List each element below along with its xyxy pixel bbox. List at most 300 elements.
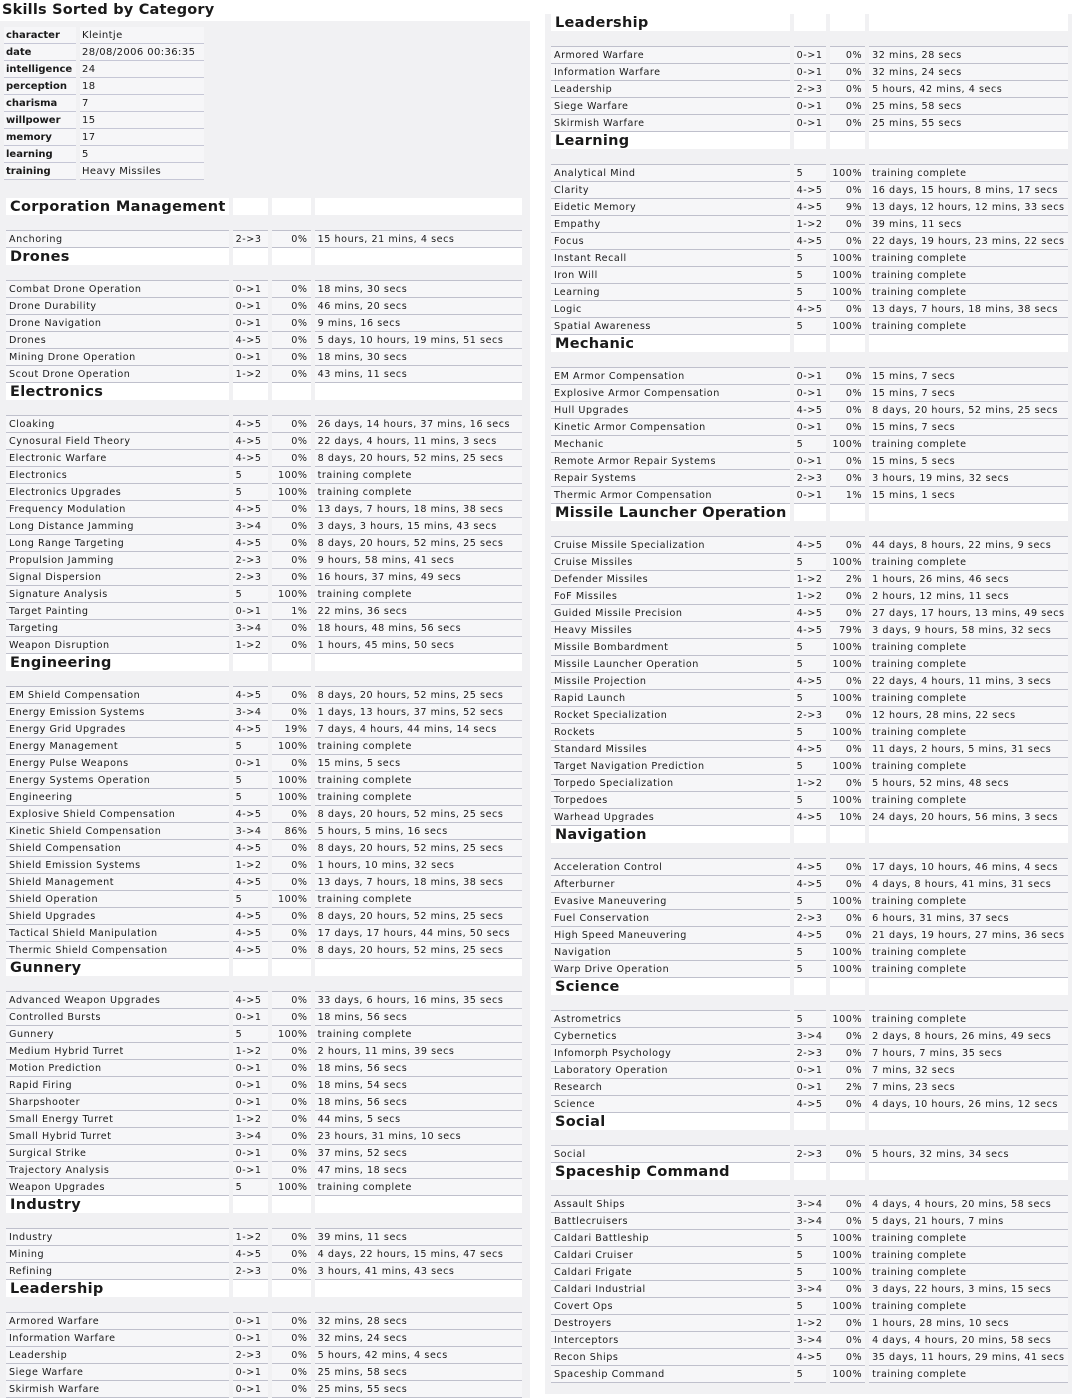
skill-time-remaining: 15 mins, 7 secs bbox=[869, 385, 1067, 402]
skill-level: 4->5 bbox=[794, 301, 826, 318]
category-title: Social bbox=[551, 1113, 790, 1130]
skill-level: 4->5 bbox=[794, 182, 826, 199]
skill-name: Tactical Shield Manipulation bbox=[6, 925, 229, 942]
skill-row bbox=[6, 450, 522, 467]
skill-time-remaining: 3 days, 9 hours, 58 mins, 32 secs bbox=[869, 622, 1067, 639]
skill-level: 0->1 bbox=[233, 603, 268, 620]
skill-name: Battlecruisers bbox=[551, 1213, 790, 1230]
skill-time-remaining: 5 hours, 42 mins, 4 secs bbox=[869, 81, 1067, 98]
skill-name: Astrometrics bbox=[551, 1011, 790, 1028]
skill-level: 4->5 bbox=[794, 809, 826, 826]
category-spacer bbox=[551, 1130, 1068, 1146]
category-header bbox=[551, 504, 1068, 521]
skill-level: 4->5 bbox=[233, 908, 268, 925]
category-header-blank bbox=[315, 383, 522, 400]
skill-level: 0->1 bbox=[794, 419, 826, 436]
skill-progress: 0% bbox=[272, 908, 311, 925]
skill-level: 4->5 bbox=[794, 537, 826, 554]
skill-name: Eidetic Memory bbox=[551, 199, 790, 216]
skill-time-remaining: training complete bbox=[315, 586, 522, 603]
skill-name: Clarity bbox=[551, 182, 790, 199]
info-row bbox=[4, 27, 204, 44]
skill-row bbox=[551, 402, 1068, 419]
info-value: 5 bbox=[80, 146, 204, 163]
skill-progress: 0% bbox=[272, 569, 311, 586]
skill-progress: 0% bbox=[830, 876, 866, 893]
skill-level: 4->5 bbox=[794, 673, 826, 690]
category-header-blank bbox=[869, 504, 1067, 521]
skill-level: 0->1 bbox=[233, 1313, 268, 1330]
skill-progress: 0% bbox=[830, 707, 866, 724]
skill-name: Mining Drone Operation bbox=[6, 349, 229, 366]
skill-level: 0->1 bbox=[794, 64, 826, 81]
skill-progress: 0% bbox=[830, 47, 866, 64]
skill-time-remaining: 15 mins, 1 secs bbox=[869, 487, 1067, 504]
skill-name: Standard Missiles bbox=[551, 741, 790, 758]
category-header-blank bbox=[830, 1113, 866, 1130]
skill-progress: 0% bbox=[830, 419, 866, 436]
skill-name: Infomorph Psychology bbox=[551, 1045, 790, 1062]
skill-name: Long Range Targeting bbox=[6, 535, 229, 552]
skill-time-remaining: 32 mins, 28 secs bbox=[869, 47, 1067, 64]
skill-progress: 0% bbox=[830, 1213, 866, 1230]
info-row bbox=[4, 95, 204, 112]
skill-time-remaining: training complete bbox=[869, 639, 1067, 656]
spacer-cell bbox=[315, 215, 522, 231]
skill-time-remaining: training complete bbox=[869, 267, 1067, 284]
category-header-blank bbox=[315, 1196, 522, 1213]
spacer-cell bbox=[315, 671, 522, 687]
skill-row bbox=[551, 775, 1068, 792]
skill-row bbox=[6, 535, 522, 552]
skill-name: Guided Missile Precision bbox=[551, 605, 790, 622]
skill-name: Heavy Missiles bbox=[551, 622, 790, 639]
skill-progress: 0% bbox=[830, 1196, 866, 1213]
skill-progress: 100% bbox=[272, 586, 311, 603]
skill-time-remaining: training complete bbox=[869, 893, 1067, 910]
skill-row bbox=[551, 470, 1068, 487]
category-header bbox=[6, 198, 522, 215]
spacer-cell bbox=[551, 995, 790, 1011]
skill-progress: 0% bbox=[272, 637, 311, 654]
skill-time-remaining: 18 mins, 54 secs bbox=[315, 1077, 522, 1094]
skill-row bbox=[6, 433, 522, 450]
skill-level: 1->2 bbox=[794, 775, 826, 792]
skill-time-remaining: training complete bbox=[869, 1264, 1067, 1281]
info-row bbox=[4, 146, 204, 163]
skill-level: 4->5 bbox=[233, 535, 268, 552]
skill-progress: 0% bbox=[830, 1349, 866, 1366]
spacer-cell bbox=[315, 1297, 522, 1313]
info-value: Heavy Missiles bbox=[80, 163, 204, 180]
skill-time-remaining: training complete bbox=[869, 1230, 1067, 1247]
skill-name: Rapid Launch bbox=[551, 690, 790, 707]
info-row bbox=[4, 112, 204, 129]
skill-row bbox=[6, 840, 522, 857]
skill-level: 4->5 bbox=[233, 840, 268, 857]
skill-name: Trajectory Analysis bbox=[6, 1162, 229, 1179]
skill-row bbox=[551, 571, 1068, 588]
skill-time-remaining: 27 days, 17 hours, 13 mins, 49 secs bbox=[869, 605, 1067, 622]
skill-progress: 0% bbox=[272, 755, 311, 772]
skill-name: Recon Ships bbox=[551, 1349, 790, 1366]
skill-progress: 2% bbox=[830, 571, 866, 588]
category-header-blank bbox=[233, 198, 268, 215]
skill-level: 4->5 bbox=[233, 433, 268, 450]
skill-row bbox=[551, 893, 1068, 910]
spacer-cell bbox=[233, 1213, 268, 1229]
skill-name: Target Painting bbox=[6, 603, 229, 620]
category-header-blank bbox=[315, 248, 522, 265]
skill-row bbox=[551, 876, 1068, 893]
category-header-blank bbox=[272, 383, 311, 400]
skill-row bbox=[551, 707, 1068, 724]
skill-row bbox=[551, 758, 1068, 775]
skill-time-remaining: 4 days, 4 hours, 20 mins, 58 secs bbox=[869, 1332, 1067, 1349]
skill-progress: 100% bbox=[272, 1026, 311, 1043]
skill-name: Skirmish Warfare bbox=[551, 115, 790, 132]
skill-progress: 100% bbox=[830, 554, 866, 571]
skill-progress: 0% bbox=[830, 453, 866, 470]
skill-name: Assault Ships bbox=[551, 1196, 790, 1213]
category-title: Mechanic bbox=[551, 335, 790, 352]
spacer-cell bbox=[794, 31, 826, 47]
skill-level: 4->5 bbox=[233, 942, 268, 959]
skill-row bbox=[6, 1263, 522, 1280]
skill-progress: 100% bbox=[272, 789, 311, 806]
skill-time-remaining: 13 days, 7 hours, 18 mins, 38 secs bbox=[315, 501, 522, 518]
skill-name: Cruise Missile Specialization bbox=[551, 537, 790, 554]
category-header bbox=[6, 959, 522, 976]
skill-progress: 0% bbox=[272, 874, 311, 891]
skill-name: Fuel Conservation bbox=[551, 910, 790, 927]
skill-level: 5 bbox=[794, 758, 826, 775]
info-key: memory bbox=[4, 129, 76, 146]
skill-progress: 0% bbox=[830, 402, 866, 419]
skill-level: 4->5 bbox=[233, 416, 268, 433]
skill-name: Shield Operation bbox=[6, 891, 229, 908]
skill-row bbox=[551, 233, 1068, 250]
skill-time-remaining: 8 days, 20 hours, 52 mins, 25 secs bbox=[315, 942, 522, 959]
category-title: Industry bbox=[6, 1196, 229, 1213]
skill-progress: 0% bbox=[272, 1060, 311, 1077]
skill-time-remaining: 17 days, 10 hours, 46 mins, 4 secs bbox=[869, 859, 1067, 876]
skill-time-remaining: 39 mins, 11 secs bbox=[315, 1229, 522, 1246]
skill-name: Empathy bbox=[551, 216, 790, 233]
spacer-cell bbox=[272, 400, 311, 416]
info-value: 18 bbox=[80, 78, 204, 95]
skill-level: 4->5 bbox=[794, 233, 826, 250]
skill-level: 5 bbox=[794, 318, 826, 335]
skill-row bbox=[6, 569, 522, 586]
skill-time-remaining: training complete bbox=[869, 436, 1067, 453]
skill-name: Covert Ops bbox=[551, 1298, 790, 1315]
skill-level: 5 bbox=[794, 436, 826, 453]
spacer-cell bbox=[272, 265, 311, 281]
skill-time-remaining: 1 hours, 10 mins, 32 secs bbox=[315, 857, 522, 874]
skill-progress: 100% bbox=[272, 467, 311, 484]
skill-row bbox=[551, 1315, 1068, 1332]
skill-name: Information Warfare bbox=[551, 64, 790, 81]
skill-name: FoF Missiles bbox=[551, 588, 790, 605]
skill-level: 5 bbox=[794, 724, 826, 741]
skill-level: 5 bbox=[794, 250, 826, 267]
skill-row bbox=[551, 1096, 1068, 1113]
skill-time-remaining: 13 days, 7 hours, 18 mins, 38 secs bbox=[869, 301, 1067, 318]
skill-name: Scout Drone Operation bbox=[6, 366, 229, 383]
skill-level: 5 bbox=[794, 893, 826, 910]
skill-level: 5 bbox=[233, 1179, 268, 1196]
skill-name: Caldari Cruiser bbox=[551, 1247, 790, 1264]
skill-progress: 86% bbox=[272, 823, 311, 840]
skill-level: 5 bbox=[233, 891, 268, 908]
spacer-cell bbox=[6, 671, 229, 687]
skill-time-remaining: 16 hours, 37 mins, 49 secs bbox=[315, 569, 522, 586]
skill-progress: 0% bbox=[830, 216, 866, 233]
category-header-blank bbox=[233, 248, 268, 265]
skill-row bbox=[6, 1026, 522, 1043]
skill-time-remaining: 18 mins, 30 secs bbox=[315, 281, 522, 298]
skill-row bbox=[551, 318, 1068, 335]
skill-level: 0->1 bbox=[233, 1330, 268, 1347]
skill-time-remaining: 37 mins, 52 secs bbox=[315, 1145, 522, 1162]
category-header bbox=[551, 1113, 1068, 1130]
skill-name: Learning bbox=[551, 284, 790, 301]
category-title: Electronics bbox=[6, 383, 229, 400]
skill-name: Missile Launcher Operation bbox=[551, 656, 790, 673]
skill-level: 4->5 bbox=[233, 806, 268, 823]
skill-time-remaining: 15 mins, 5 secs bbox=[869, 453, 1067, 470]
skill-time-remaining: training complete bbox=[869, 318, 1067, 335]
skill-level: 1->2 bbox=[233, 637, 268, 654]
category-header-blank bbox=[869, 826, 1067, 843]
skill-progress: 0% bbox=[830, 115, 866, 132]
skill-time-remaining: 8 days, 20 hours, 52 mins, 25 secs bbox=[315, 840, 522, 857]
skill-progress: 100% bbox=[272, 1179, 311, 1196]
skill-time-remaining: training complete bbox=[315, 789, 522, 806]
spacer-cell bbox=[794, 521, 826, 537]
skill-row bbox=[6, 1145, 522, 1162]
info-key: willpower bbox=[4, 112, 76, 129]
skill-level: 5 bbox=[794, 690, 826, 707]
spacer-cell bbox=[272, 1297, 311, 1313]
skill-name: Interceptors bbox=[551, 1332, 790, 1349]
skill-time-remaining: 26 days, 14 hours, 37 mins, 16 secs bbox=[315, 416, 522, 433]
skill-progress: 0% bbox=[272, 433, 311, 450]
skill-level: 5 bbox=[233, 738, 268, 755]
skill-time-remaining: 18 mins, 56 secs bbox=[315, 1009, 522, 1026]
info-value: 15 bbox=[80, 112, 204, 129]
skill-progress: 0% bbox=[272, 450, 311, 467]
skill-time-remaining: training complete bbox=[315, 467, 522, 484]
skill-progress: 0% bbox=[272, 416, 311, 433]
skill-progress: 0% bbox=[272, 925, 311, 942]
skill-level: 4->5 bbox=[794, 927, 826, 944]
category-spacer bbox=[6, 671, 522, 687]
skill-time-remaining: 7 mins, 23 secs bbox=[869, 1079, 1067, 1096]
skill-level: 4->5 bbox=[794, 859, 826, 876]
skill-row bbox=[551, 639, 1068, 656]
skill-name: Warp Drive Operation bbox=[551, 961, 790, 978]
spacer-cell bbox=[830, 31, 866, 47]
skill-row bbox=[6, 366, 522, 383]
category-header-blank bbox=[233, 383, 268, 400]
skill-row bbox=[551, 301, 1068, 318]
skill-name: Focus bbox=[551, 233, 790, 250]
skill-row bbox=[551, 453, 1068, 470]
spacer-cell bbox=[830, 1130, 866, 1146]
skill-progress: 0% bbox=[830, 1096, 866, 1113]
skill-name: Research bbox=[551, 1079, 790, 1096]
skill-progress: 100% bbox=[830, 1264, 866, 1281]
skill-level: 4->5 bbox=[233, 501, 268, 518]
skill-level: 0->1 bbox=[794, 487, 826, 504]
skill-level: 1->2 bbox=[794, 216, 826, 233]
skill-row bbox=[551, 47, 1068, 64]
skill-time-remaining: 32 mins, 28 secs bbox=[315, 1313, 522, 1330]
skill-progress: 100% bbox=[830, 267, 866, 284]
skill-row bbox=[551, 1028, 1068, 1045]
spacer-cell bbox=[869, 521, 1067, 537]
skill-name: Refining bbox=[6, 1263, 229, 1280]
skill-row bbox=[6, 806, 522, 823]
skill-row bbox=[551, 961, 1068, 978]
category-header-blank bbox=[794, 335, 826, 352]
category-spacer bbox=[551, 843, 1068, 859]
skill-level: 1->2 bbox=[233, 1229, 268, 1246]
skill-time-remaining: 44 mins, 5 secs bbox=[315, 1111, 522, 1128]
skill-progress: 19% bbox=[272, 721, 311, 738]
category-header-blank bbox=[233, 959, 268, 976]
skill-name: Electronics bbox=[6, 467, 229, 484]
category-header-blank bbox=[869, 14, 1067, 31]
skill-time-remaining: 11 days, 2 hours, 5 mins, 31 secs bbox=[869, 741, 1067, 758]
skill-time-remaining: training complete bbox=[869, 656, 1067, 673]
info-value: Kleintje bbox=[80, 27, 204, 44]
category-header-blank bbox=[272, 198, 311, 215]
spacer-cell bbox=[551, 31, 790, 47]
skill-level: 5 bbox=[794, 792, 826, 809]
skill-row bbox=[551, 1213, 1068, 1230]
category-header-blank bbox=[830, 14, 866, 31]
spacer-cell bbox=[315, 976, 522, 992]
skill-row bbox=[6, 332, 522, 349]
skill-progress: 0% bbox=[830, 1062, 866, 1079]
skill-progress: 2% bbox=[830, 1079, 866, 1096]
skill-row bbox=[6, 1381, 522, 1398]
category-header-blank bbox=[830, 826, 866, 843]
skill-progress: 0% bbox=[830, 741, 866, 758]
skill-progress: 100% bbox=[830, 893, 866, 910]
skill-row bbox=[551, 64, 1068, 81]
spacer-cell bbox=[869, 352, 1067, 368]
skill-level: 4->5 bbox=[233, 925, 268, 942]
skill-time-remaining: 5 hours, 5 mins, 16 secs bbox=[315, 823, 522, 840]
skill-time-remaining: 2 days, 8 hours, 26 mins, 49 secs bbox=[869, 1028, 1067, 1045]
skill-level: 4->5 bbox=[794, 1096, 826, 1113]
skill-row bbox=[551, 792, 1068, 809]
skill-level: 2->3 bbox=[794, 707, 826, 724]
skill-row bbox=[6, 518, 522, 535]
skill-name: Mining bbox=[6, 1246, 229, 1263]
skill-row bbox=[6, 857, 522, 874]
skill-level: 2->3 bbox=[794, 1146, 826, 1163]
category-title: Learning bbox=[551, 132, 790, 149]
category-title: Leadership bbox=[551, 14, 790, 31]
skill-level: 5 bbox=[233, 789, 268, 806]
skill-name: Cloaking bbox=[6, 416, 229, 433]
skill-progress: 0% bbox=[272, 315, 311, 332]
skill-time-remaining: 9 hours, 58 mins, 41 secs bbox=[315, 552, 522, 569]
spacer-cell bbox=[794, 1130, 826, 1146]
skill-level: 3->4 bbox=[233, 518, 268, 535]
skill-name: Electronic Warfare bbox=[6, 450, 229, 467]
category-header bbox=[551, 1163, 1068, 1180]
spacer-cell bbox=[869, 843, 1067, 859]
skill-level: 2->3 bbox=[233, 1347, 268, 1364]
skill-row bbox=[6, 755, 522, 772]
skill-progress: 0% bbox=[272, 518, 311, 535]
skill-time-remaining: 5 hours, 42 mins, 4 secs bbox=[315, 1347, 522, 1364]
spacer-cell bbox=[794, 843, 826, 859]
category-header-blank bbox=[272, 248, 311, 265]
skill-row bbox=[551, 656, 1068, 673]
spacer-cell bbox=[869, 995, 1067, 1011]
skill-name: Medium Hybrid Turret bbox=[6, 1043, 229, 1060]
spacer-cell bbox=[830, 521, 866, 537]
skill-row bbox=[6, 1246, 522, 1263]
info-row bbox=[4, 163, 204, 180]
skill-progress: 100% bbox=[830, 961, 866, 978]
skill-name: Target Navigation Prediction bbox=[551, 758, 790, 775]
skills-table-left bbox=[2, 198, 526, 1398]
skill-row bbox=[551, 809, 1068, 826]
skill-time-remaining: 23 hours, 31 mins, 10 secs bbox=[315, 1128, 522, 1145]
skill-level: 4->5 bbox=[233, 721, 268, 738]
skill-progress: 100% bbox=[830, 1366, 866, 1383]
skill-progress: 0% bbox=[272, 231, 311, 248]
skill-progress: 9% bbox=[830, 199, 866, 216]
skill-progress: 0% bbox=[272, 806, 311, 823]
skill-row bbox=[551, 165, 1068, 182]
skill-progress: 0% bbox=[830, 301, 866, 318]
skill-level: 3->4 bbox=[233, 1128, 268, 1145]
skill-level: 1->2 bbox=[794, 1315, 826, 1332]
skill-progress: 100% bbox=[830, 1298, 866, 1315]
skill-name: High Speed Maneuvering bbox=[551, 927, 790, 944]
skill-time-remaining: 22 days, 4 hours, 11 mins, 3 secs bbox=[315, 433, 522, 450]
skill-time-remaining: 32 mins, 24 secs bbox=[315, 1330, 522, 1347]
skill-level: 5 bbox=[794, 944, 826, 961]
skill-progress: 0% bbox=[272, 1077, 311, 1094]
skill-time-remaining: 1 hours, 45 mins, 50 secs bbox=[315, 637, 522, 654]
skill-name: Armored Warfare bbox=[551, 47, 790, 64]
category-spacer bbox=[6, 400, 522, 416]
skill-time-remaining: 1 hours, 26 mins, 46 secs bbox=[869, 571, 1067, 588]
skill-time-remaining: 1 days, 13 hours, 37 mins, 52 secs bbox=[315, 704, 522, 721]
skill-time-remaining: 8 days, 20 hours, 52 mins, 25 secs bbox=[315, 908, 522, 925]
skill-level: 2->3 bbox=[233, 1263, 268, 1280]
spacer-cell bbox=[869, 149, 1067, 165]
skills-table-right bbox=[547, 14, 1072, 1383]
category-header-blank bbox=[794, 1113, 826, 1130]
skill-level: 5 bbox=[233, 484, 268, 501]
category-header-blank bbox=[869, 335, 1067, 352]
skill-name: Long Distance Jamming bbox=[6, 518, 229, 535]
skill-progress: 0% bbox=[272, 552, 311, 569]
category-spacer bbox=[6, 976, 522, 992]
category-title: Spaceship Command bbox=[551, 1163, 790, 1180]
